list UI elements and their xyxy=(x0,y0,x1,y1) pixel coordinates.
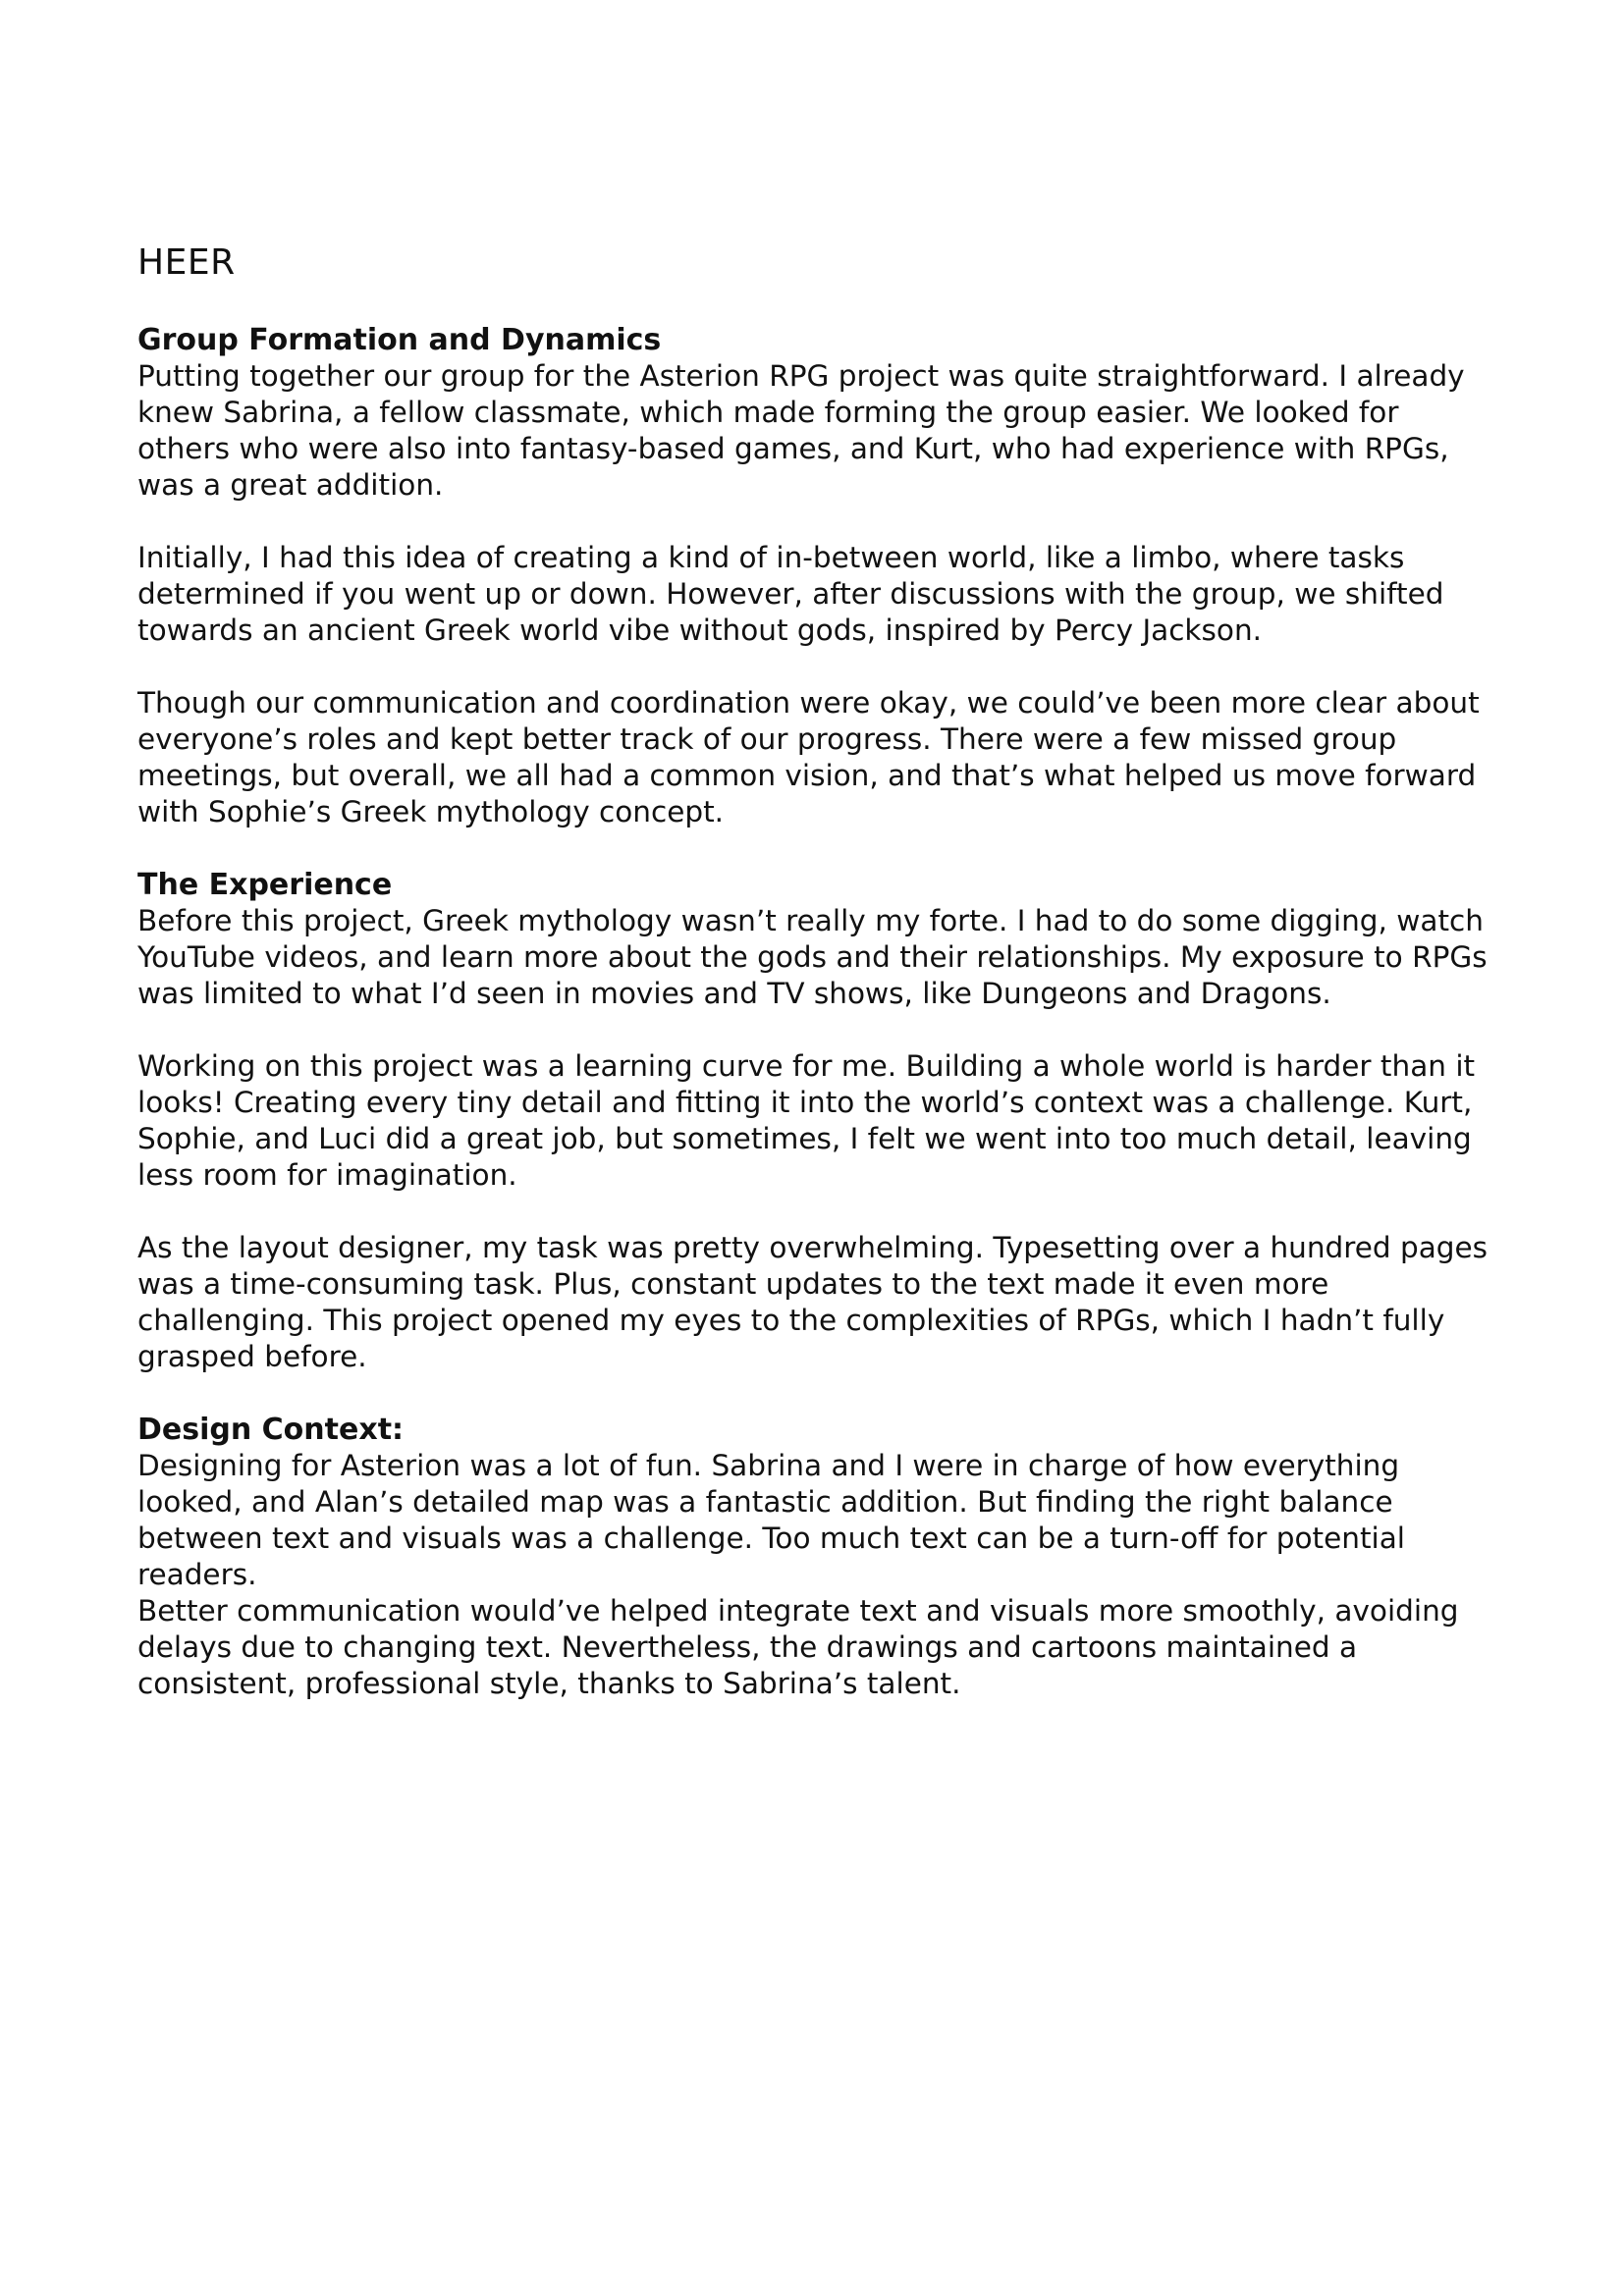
paragraph: Working on this project was a learning curve for me. Building a whole world is harder than it looks! Creating every tiny detail and fitting it into the world’s context was a challenge. Kurt, Sophie, and Luci did a great job, but sometimes, I felt we went into too much detail, leaving less room for imagination. xyxy=(137,1049,1476,1192)
paragraph-spacer xyxy=(137,504,1492,540)
section-experience xyxy=(137,867,1492,1375)
paragraph: Initially, I had this idea of creating a kind of in-between world, like a limbo, where tasks determined if you went up or down. However, after discussions with the group, we shifted towards an ancient Greek world vibe without gods, inspired by Percy Jackson. xyxy=(137,541,1444,647)
paragraph-spacer xyxy=(137,649,1492,685)
paragraph-spacer xyxy=(137,1012,1492,1048)
paragraph: Designing for Asterion was a lot of fun. Sabrina and I were in charge of how everything looked, and Alan’s detailed map was a fantastic addition. But finding the right balance between text and visuals was a challenge. Too much text can be a turn-off for potential readers. xyxy=(137,1449,1405,1591)
paragraph: Though our communication and coordination were okay, we could’ve been more clear about everyone’s roles and kept better track of our progress. There were a few missed group meetings, but overall, we all had a common vision, and that’s what helped us move forward with Sophie’s Greek mythology concept. xyxy=(137,686,1480,828)
paragraph: Putting together our group for the Asterion RPG project was quite straightforward. I already knew Sabrina, a fellow classmate, which made forming the group easier. We looked for others who were also into fantasy-based games, and Kurt, who had experience with RPGs, was a great addition. xyxy=(137,359,1465,502)
section-spacer xyxy=(137,830,1492,867)
paragraph: As the layout designer, my task was pretty overwhelming. Typesetting over a hundred pages was a time-consuming task. Plus, constant updates to the text made it even more challenging. This project opened my eyes to the complexities of RPGs, which I hadn’t fully grasped before. xyxy=(137,1231,1489,1373)
paragraph-spacer xyxy=(137,1194,1492,1230)
section-spacer xyxy=(137,1375,1492,1412)
paragraph: Better communication would’ve helped integrate text and visuals more smoothly, avoiding delays due to changing text. Nevertheless, the drawings and cartoons maintained a consistent, professional style, thanks to Sabrina’s talent. xyxy=(137,1594,1459,1700)
section-group-formation xyxy=(137,322,1492,830)
document-title: HEER xyxy=(137,242,236,283)
section-heading: Group Formation and Dynamics xyxy=(137,323,662,357)
section-heading: Design Context: xyxy=(137,1413,405,1447)
section-design-context xyxy=(137,1412,1492,1702)
document-body xyxy=(137,243,1492,1702)
paragraph: Before this project, Greek mythology wasn’t really my forte. I had to do some digging, watch YouTube videos, and learn more about the gods and their relationships. My exposure to RPGs was limited to what I’d seen in movies and TV shows, like Dungeons and Dragons. xyxy=(137,904,1488,1010)
section-heading: The Experience xyxy=(137,868,393,902)
